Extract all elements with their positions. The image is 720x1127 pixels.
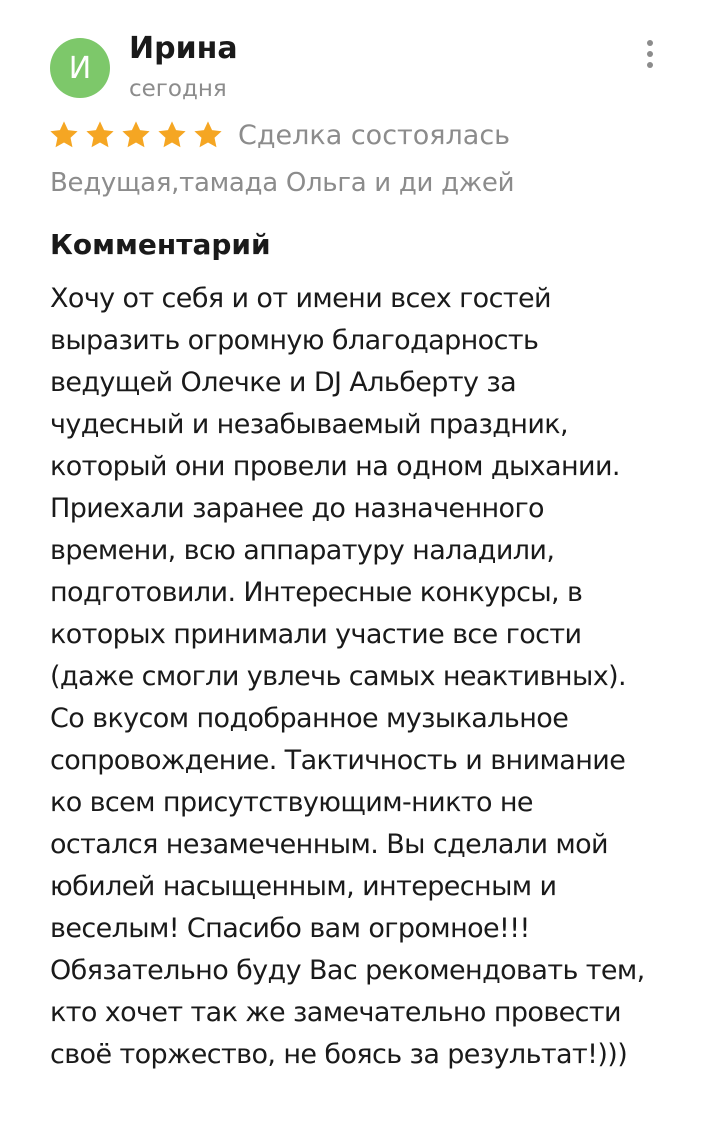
comment-text: [50, 278, 690, 1076]
comment-line: Обязательно буду Вас рекомендовать тем,: [50, 955, 645, 986]
more-vertical-icon: [647, 40, 653, 46]
comment-line: выразить огромную благодарность: [50, 325, 539, 356]
comment-line: который они провели на одном дыхании.: [50, 451, 620, 482]
comment-line: Хочу от себя и от имени всех гостей: [50, 283, 551, 314]
comment-line: веселым! Спасибо вам огромное!!!: [50, 913, 530, 944]
comment-line: ведущей Олечке и DJ Альберту за: [50, 367, 517, 398]
comment-line: времени, всю аппаратуру наладили,: [50, 535, 555, 566]
comment-heading: Комментарий: [50, 228, 271, 261]
star-icon: [84, 119, 116, 151]
comment-line: юбилей насыщенным, интересным и: [50, 871, 557, 902]
comment-line: Приехали заранее до назначенного: [50, 493, 544, 524]
star-icon: [192, 119, 224, 151]
star-rating: [48, 119, 224, 151]
star-icon: [48, 119, 80, 151]
avatar-initial: И: [68, 50, 92, 86]
rating-row: [48, 118, 510, 152]
service-name[interactable]: Ведущая,тамада Ольга и ди джей: [50, 168, 515, 198]
more-vertical-icon-dot: [647, 51, 653, 57]
review-date: сегодня: [129, 76, 227, 102]
more-vertical-icon-dot: [647, 62, 653, 68]
comment-line: ко всем присутствующим-никто не: [50, 787, 533, 818]
comment-line: подготовили. Интересные конкурсы, в: [50, 577, 583, 608]
author-name[interactable]: Ирина: [129, 31, 238, 66]
comment-line: чудесный и незабываемый праздник,: [50, 409, 568, 440]
more-options-button[interactable]: [632, 36, 668, 72]
comment-line: Со вкусом подобранное музыкальное: [50, 703, 569, 734]
comment-line: своё торжество, не боясь за результат!))): [50, 1039, 628, 1070]
avatar[interactable]: [50, 38, 110, 98]
comment-line: (даже смогли увлечь самых неактивных).: [50, 661, 626, 692]
comment-line: которых принимали участие все гости: [50, 619, 582, 650]
comment-line: кто хочет так же замечательно провести: [50, 997, 621, 1028]
comment-line: сопровождение. Тактичность и внимание: [50, 745, 626, 776]
star-icon: [120, 119, 152, 151]
deal-status: Сделка состоялась: [238, 119, 511, 151]
star-icon: [156, 119, 188, 151]
comment-line: остался незамеченным. Вы сделали мой: [50, 829, 609, 860]
